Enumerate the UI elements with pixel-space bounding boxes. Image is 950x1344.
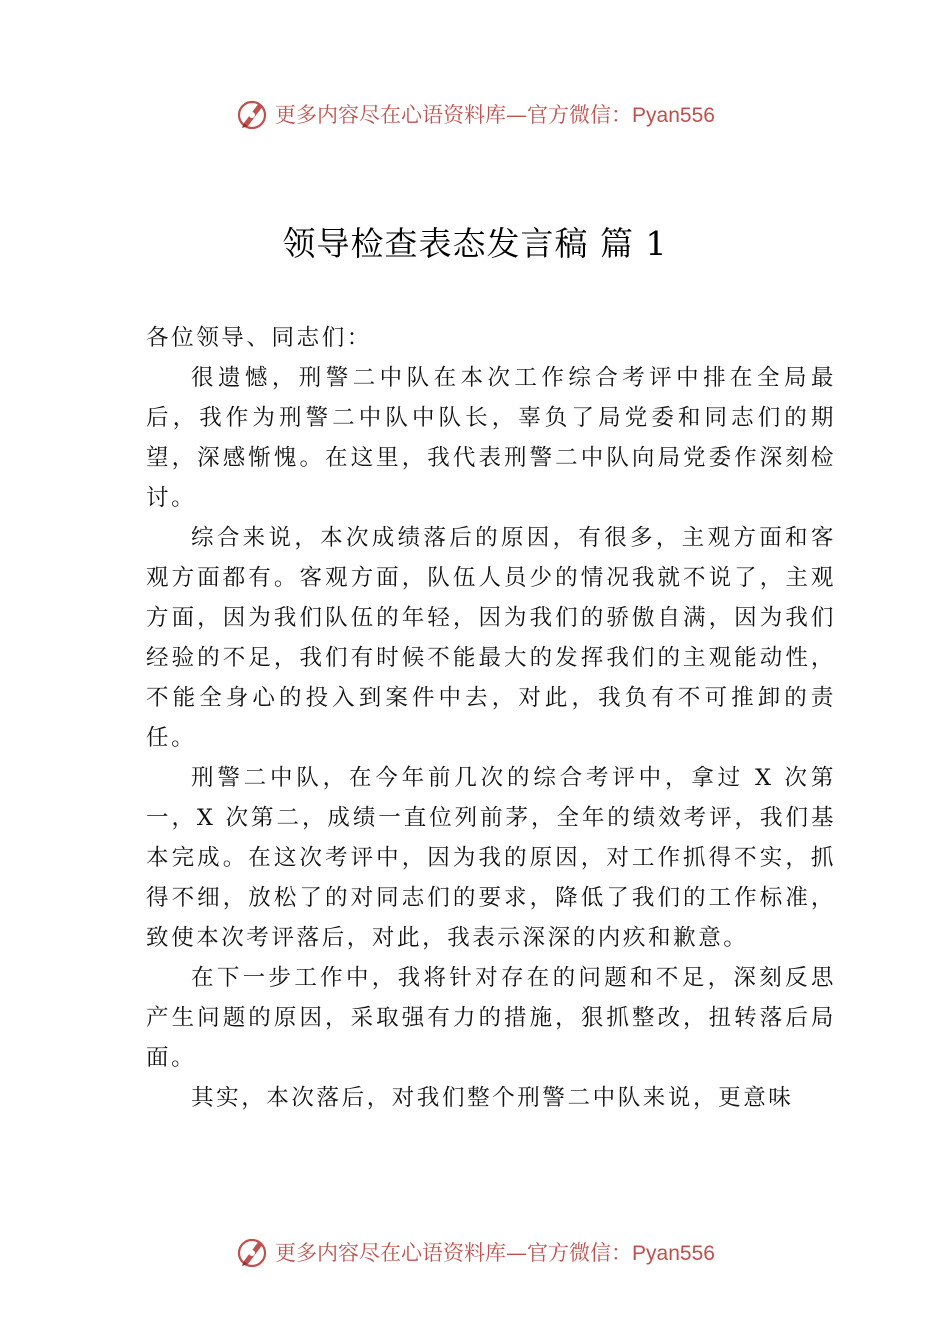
paragraph-2: 综合来说，本次成绩落后的原因，有很多，主观方面和客观方面都有。客观方面，队伍人员少的情况我就不说了，主观方面，因为我们队伍的年轻，因为我们的骄傲自满，因为我们经验的不足，我们有时候不能最大的发挥我们的主观能动性，不能全身心的投入到案件中去，对此，我负有不可推卸的责任。 [146, 525, 836, 751]
salutation: 各位领导、同志们： [146, 325, 372, 351]
pen-circle-logo-icon [235, 1235, 269, 1269]
footer-wechat-id: Pyan556 [632, 1242, 715, 1265]
document-body [146, 318, 836, 1118]
document-title: 领导检查表态发言稿 篇 1 [282, 224, 668, 263]
footer-banner [0, 1232, 950, 1272]
header-banner-text: 更多内容尽在心语资料库—官方微信：Pyan556 [275, 103, 715, 127]
pen-circle-logo-icon [235, 97, 269, 131]
paragraph-4: 在下一步工作中，我将针对存在的问题和不足，深刻反思产生问题的原因，采取强有力的措施，狠抓整改，扭转落后局面。 [146, 965, 836, 1071]
footer-banner-text: 更多内容尽在心语资料库—官方微信：Pyan556 [275, 1241, 715, 1265]
paragraph-5: 其实，本次落后，对我们整个刑警二中队来说，更意味 [191, 1085, 794, 1111]
paragraph-1: 很遗憾，刑警二中队在本次工作综合考评中排在全局最后，我作为刑警二中队中队长，辜负了局党委和同志们的期望，深感惭愧。在这里，我代表刑警二中队向局党委作深刻检讨。 [146, 365, 836, 511]
header-wechat-id: Pyan556 [632, 104, 715, 127]
header-banner [0, 94, 950, 134]
paragraph-3: 刑警二中队，在今年前几次的综合考评中，拿过 X 次第一，X 次第二，成绩一直位列前茅，全年的绩效考评，我们基本完成。在这次考评中，因为我的原因，对工作抓得不实，抓得不细，放松了的对同志们的要求，降低了我们的工作标准，致使本次考评落后，对此，我表示深深的内疚和歉意。 [146, 765, 836, 951]
